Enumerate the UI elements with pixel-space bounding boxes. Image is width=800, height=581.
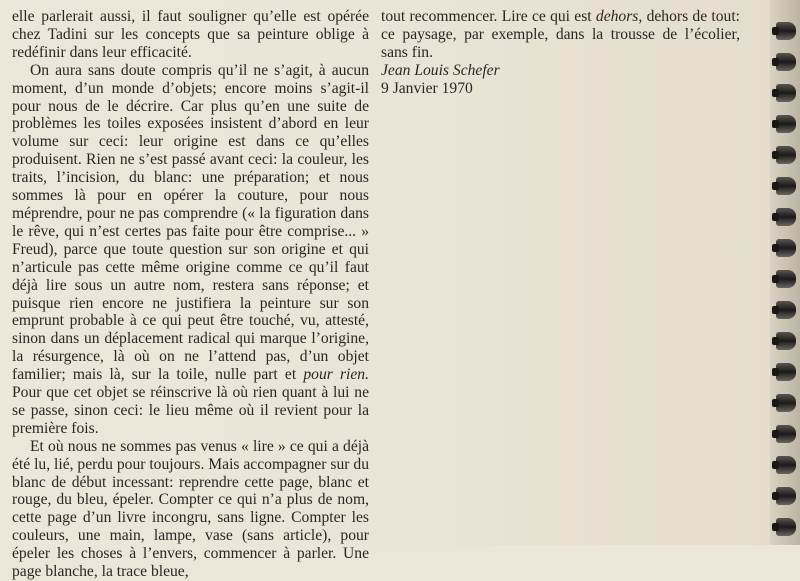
spiral-ring-icon <box>776 84 796 102</box>
spiral-ring-icon <box>776 425 796 443</box>
right-text-column <box>381 8 740 98</box>
spiral-ring-icon <box>776 332 796 350</box>
spiral-ring-icon <box>776 53 796 71</box>
paragraph-2 <box>12 62 369 438</box>
paragraph-2-emphasis: pour rien. <box>303 366 369 384</box>
spiral-ring-icon <box>776 22 796 40</box>
date-line: 9 Janvier 1970 <box>381 79 473 97</box>
spiral-ring-icon <box>776 115 796 133</box>
spiral-ring-icon <box>776 456 796 474</box>
paragraph-2-text: On aura sans doute compris qu’il ne s’agit, à aucun moment, d’un monde d’objets; encore moins s’agit-il pour nous de le décrire. Car plus qu’en une suite de problèmes les toiles exposées insistent d’abord en leur volume sur ceci: leur origine est dans ce qu’elles produisent. Rien ne s’est passé avant ceci: la couleur, les traits, l’incision, du blanc: une préparation; et nous sommes là pour en opérer la couture, pour nous méprendre, pour ne pas comprendre (« la figuration dans le rêve, qui n’est certes pas faite pour être comprise... » Freud), parce que toute question sur son origine et qui n’articule pas cette même origine comme ce qu’il faut déjà lire sous un autre nom, restera sans réponse; et puisque rien encore ne justifiera la peinture sur son emprunt probable à ce qui peut être touché, vu, attesté, sinon dans un déplacement radical qui marque l’origine, la résurgence, là où on ne l’attend pas, d’un objet familier; mais là, sur la toile, nulle part et <box>12 61 369 384</box>
paragraph-continued: elle parlerait aussi, il faut souligner qu’elle est opérée chez Tadini sur les concepts que sa peinture oblige à redéfinir dans leur efficacité. <box>12 8 369 61</box>
spiral-ring-icon <box>776 301 796 319</box>
paragraph-final <box>381 8 740 62</box>
spiral-ring-icon <box>776 363 796 381</box>
paragraph-2-end: Pour que cet objet se réinscrive là où rien quant à lui ne se passe, sinon ceci: le lieu même où il revient pour la première fois. <box>12 384 369 437</box>
spiral-ring-icon <box>776 487 796 505</box>
paragraph-final-text: tout recommencer. Lire ce qui est <box>381 8 592 25</box>
spiral-ring-icon <box>776 208 796 226</box>
author-signature: Jean Louis Schefer <box>381 61 500 79</box>
spiral-ring-icon <box>776 177 796 195</box>
spiral-binding <box>770 0 800 545</box>
left-text-column <box>12 8 369 581</box>
spiral-ring-icon <box>776 270 796 288</box>
spiral-ring-icon <box>776 518 796 536</box>
paragraph-3: Et où nous ne sommes pas venus « lire » ce qui a déjà été lu, lié, perdu pour toujours. Mais accompagner sur du blanc de début incessant: reprendre cette page, blanc et rouge, du bleu, épeler. Compter ce qui n’a plus de nom, cette page d’un livre incongru, sans ligne. Compter les couleurs, une main, lampe, vase (sans article), pour épeler les choses à l’envers, commencer à parler. Une page blanche, la trace bleue, <box>12 437 369 581</box>
paragraph-final-emphasis: dehors, <box>595 8 643 25</box>
spiral-ring-icon <box>776 394 796 412</box>
spiral-ring-icon <box>776 146 796 164</box>
paragraph-final-end: dehors de tout: ce paysage, par exemple, dans la trousse de l’écolier, sans fin. <box>381 8 741 61</box>
spiral-ring-icon <box>776 239 796 257</box>
